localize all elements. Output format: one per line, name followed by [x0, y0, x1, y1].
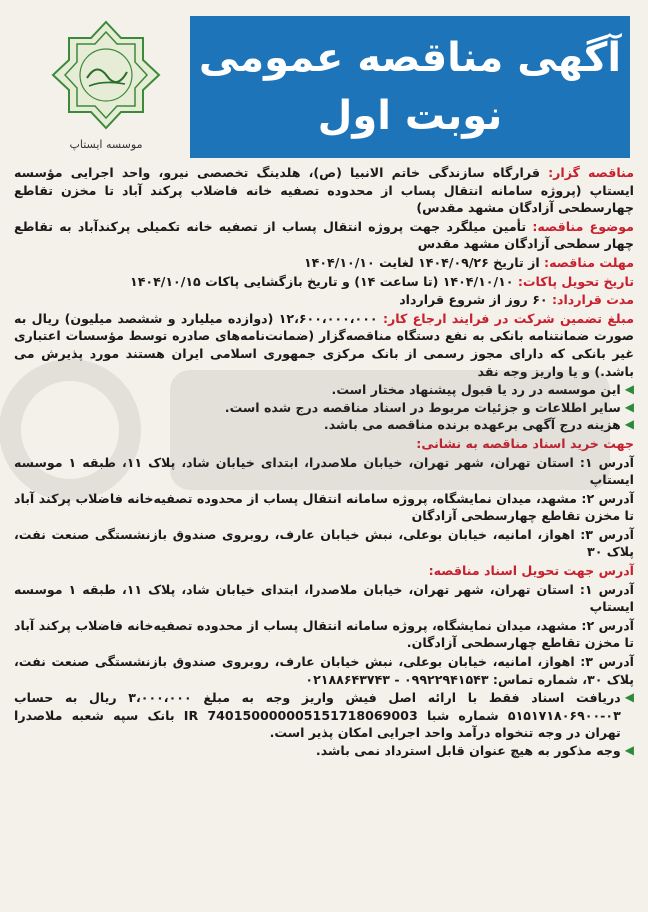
chevron-icon: ◀: [624, 382, 634, 397]
list-item: ◀ سایر اطلاعات و جزئیات مربوط در اسناد مناقصه درج شده است.: [224, 399, 634, 415]
tender-deadline: مهلت مناقصه: از تاریخ ۱۴۰۴/۰۹/۲۶ لغایت ۱۴۰۴/۱۰/۱۰: [303, 254, 634, 270]
contract-duration: مدت قرارداد: ۶۰ روز از شروع قرارداد: [399, 292, 634, 308]
envelope-delivery-date: تاریخ تحویل پاکات: ۱۴۰۴/۱۰/۱۰ (تا ساعت ۱۴) و تاریخ بازگشایی پاکات ۱۴۰۴/۱۰/۱۵: [130, 273, 634, 289]
tender-organizer: مناقصه گزار: قرارگاه سازندگی خاتم الانبیا (ص)، هلدینگ تخصصی نیرو، واحد اجرایی مؤسسه ایستاپ (پروژه سامانه انتقال پساب از محدوده تصفیه خانه فاضلاب پرکند آباد تا مخزن تقاطع چهارسطحی آزادگان مشهد مقدس): [14, 165, 634, 216]
list-item: ◀ دریافت اسناد فقط با ارائه اصل فیش واریز وجه به مبلغ ۳،۰۰۰،۰۰۰ ریال به حساب ۰۳-۵۱۵۱۷۱۸۰۶۹۰۰ شماره شبا IR 740150000005151718069003 بانک سپه شعبه ملاصدرا تهران در وجه تنخواه درآمد واحد اجرایی امکان پذیر است.: [14, 690, 634, 741]
purchase-address-1: آدرس ۱: استان تهران، شهر تهران، خیابان ملاصدرا، ابتدای خیابان شاد، پلاک ۱۱، طبقه ۱ موسسه ایستاپ: [14, 454, 634, 488]
logo-block: [18, 14, 194, 164]
chevron-icon: ◀: [624, 399, 634, 414]
tender-subject: موضوع مناقصه: تأمین میلگرد جهت پروژه انتقال پساب از تصفیه خانه تکمیلی پرکندآباد به تقاطع چهار سطحی آزادگان مشهد مقدس: [14, 218, 634, 252]
guarantee-amount: مبلغ تضمین شرکت در فرایند ارجاع کار: ۱۲،۶۰۰،۰۰۰،۰۰۰ (دوازده میلیارد و ششصد میلیون) ریال به صورت ضمانتنامه بانکی به نفع دستگاه مناقصه‌گزار (ضمانت‌نامه‌های صادره توسط مؤسسات اعتباری غیر بانکی که دارای مجوز رسمی از بانک مرکزی جمهوری اسلامی ایران هستند مورد پذیرش می باشد.) و یا واریز وجه نقد: [14, 310, 634, 379]
list-item: ◀ هزینه درج آگهی برعهده برنده مناقصه می باشد.: [323, 417, 634, 433]
list-item: ◀ وجه مذکور به هیچ عنوان قابل استرداد نمی باشد.: [315, 743, 634, 758]
delivery-address-2: آدرس ۲: مشهد، میدان نمایشگاه، پروژه سامانه انتقال پساب از محدوده تصفیه‌خانه فاضلاب پرکند آباد تا مخزن تقاطع چهارسطحی آزادگان.: [14, 617, 634, 651]
chevron-icon: ◀: [624, 743, 634, 757]
chevron-icon: ◀: [624, 417, 634, 432]
purchase-address-2: آدرس ۲: مشهد، میدان نمایشگاه، پروژه سامانه انتقال پساب از محدوده تصفیه‌خانه فاضلاب پرکند آباد تا مخزن تقاطع چهارسطحی آزادگان: [14, 490, 634, 524]
notice-header: [14, 14, 634, 164]
delivery-address-heading: آدرس جهت تحویل اسناد مناقصه:: [428, 563, 634, 579]
title-box: [190, 16, 630, 158]
delivery-address-1: آدرس ۱: استان تهران، شهر تهران، خیابان ملاصدرا، ابتدای خیابان شاد، پلاک ۱۱، طبقه ۱ موسسه ایستاپ: [14, 581, 634, 615]
delivery-address-3: آدرس ۳: اهواز، امانیه، خیابان بوعلی، نبش خیابان عارف، روبروی صندوق بازنشستگی صنعت نفت، پلاک ۳۰، شماره تماس: ۰۹۹۲۲۹۴۱۵۴۳ - ۰۲۱۸۸۶۴۳۷۴۳: [14, 654, 635, 687]
purchase-address-heading: جهت خرید اسناد مناقصه به نشانی:: [416, 435, 634, 451]
notice-title: آگهی مناقصه عمومی: [198, 35, 622, 81]
notice-body: [14, 164, 634, 760]
list-item: ◀ این موسسه در رد یا قبول پیشنهاد مختار است.: [331, 382, 634, 398]
purchase-address-3: آدرس ۳: اهواز، امانیه، خیابان بوعلی، نبش خیابان عارف، روبروی صندوق بازنشستگی صنعت نفت، پلاک ۳۰: [14, 526, 635, 560]
chevron-icon: ◀: [624, 690, 634, 705]
logo-caption: موسسه ایستاپ: [69, 138, 143, 151]
organization-logo-icon: [51, 20, 161, 130]
notice-round: نوبت اول: [317, 93, 503, 139]
